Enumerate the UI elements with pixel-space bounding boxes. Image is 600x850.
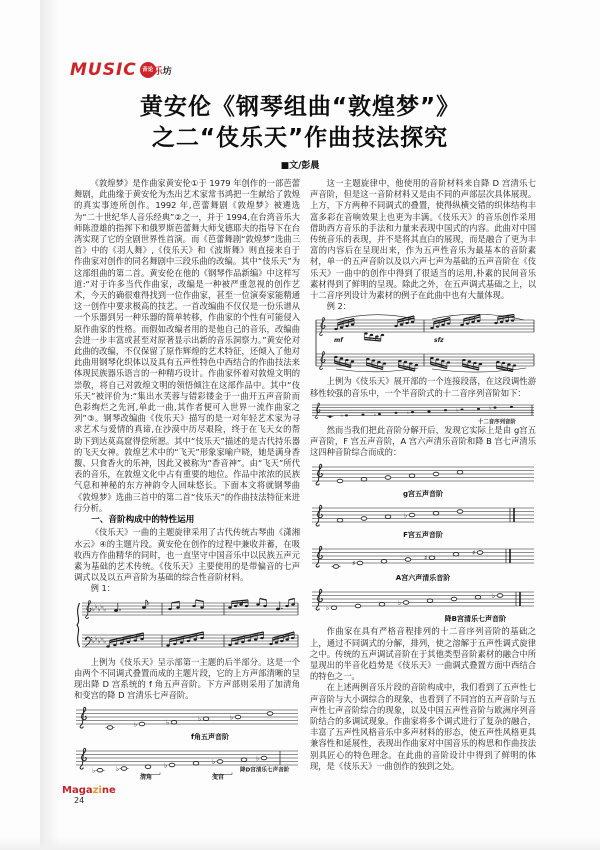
right-paragraph-2: 上例为《伎乐天》展开部的一个连接段落，在这段调性游移性较强的音乐中，一个半音阶式的十二音序列音阶如下： (310, 376, 536, 398)
svg-text:变宫: 变宫 (212, 774, 225, 781)
svg-text:降D宫清乐七声音阶: 降D宫清乐七声音阶 (240, 767, 290, 774)
right-column (310, 178, 536, 780)
svg-text:♭: ♭ (403, 511, 408, 520)
right-paragraph-3: 然而当我们把此音阶分解开后，发现它实际上是由 g宫五声音阶，F 宫五声音阶，A 宫六声清乐音阶和降 B 宫七声清乐这四种音阶综合而成的： (310, 424, 536, 458)
notation-bbgong-scale (310, 585, 536, 615)
caption-fjiao-scale: f角五声音阶 (190, 733, 230, 742)
svg-text:♭: ♭ (229, 713, 234, 722)
svg-text:♭: ♭ (115, 765, 120, 774)
two-column-body (74, 178, 536, 780)
svg-text:♭: ♭ (94, 635, 98, 642)
svg-text:♯: ♯ (471, 549, 476, 558)
svg-text:♭: ♭ (94, 603, 98, 610)
right-paragraph-5: 在上述两例音乐片段的音阶构成中，我们看到了五声性七声音阶与大小调综合的现象，也看到了不同宫的五声音阶与五声性七声音阶综合的现象，以及中国五声性音阶与欧洲序列音阶结合的多调试现象。作曲家将多个调式进行了复杂的融合，丰富了五声性风格音乐中多声材料的形态，使五声性风格更具兼容性和延展性，表现出作曲家对中国音乐的构思和作曲技法别具匠心的特色理念。在此曲的音阶设计中得到了鲜明的体现，是《伎乐天》一曲创作的独到之处。 (310, 682, 536, 771)
notation-example-2 (310, 314, 536, 376)
right-paragraph-1: 这一主题旋律中，他使用的音阶材料来自降 D 宫清乐七声音阶，但是这一音阶材料又是由不同的声部层次具体展现。上方，下方两种不同调式的叠置，使得纵横交错的织体结构丰富多彩在音响效果上也更为丰满。《伎乐天》的音乐创作采用借助西方音乐的手法和力量来表现中国式的内容。此曲对中国传统音乐的表现，并不是将其直白的展现，而是融合了更为丰富的内容后在呈现出来，作为五声性音乐为最基本的音阶素材，单一的五声音阶以及以六声七声为基础的五声音阶在《伎乐天》一曲中的创作中得到了很适当的运用,朴素的民间音乐素材得到了鲜明的呈现。除此之外，在五声调式基础之上，以十二音序列设计为素材的例子在此曲中也有大量体现。 (310, 178, 536, 301)
svg-text:♭: ♭ (489, 406, 492, 412)
svg-text:♭: ♭ (100, 603, 104, 610)
svg-text:♭: ♭ (456, 408, 459, 414)
logo-badge (140, 62, 172, 78)
svg-text:♭: ♭ (92, 638, 95, 645)
footer-magazine-part1: Maga (62, 785, 93, 796)
notation-example-1 (74, 597, 300, 657)
left-column (74, 178, 300, 780)
svg-text:十二音序列音阶: 十二音序列音阶 (478, 419, 516, 425)
svg-text:♭: ♭ (397, 599, 402, 608)
svg-text:♭: ♭ (491, 592, 496, 601)
svg-text:♯: ♯ (351, 559, 356, 568)
svg-text:♭: ♭ (406, 410, 410, 416)
footer-magazine-part3: ne (101, 785, 116, 796)
svg-text:♭: ♭ (100, 635, 104, 642)
example1-label: 例 1： (90, 583, 116, 594)
example2-label: 例 2： (326, 301, 352, 312)
left-paragraph-1: 《敦煌梦》是作曲家黄安伦①于 1979 年创作的一部芭蕾舞剧，此曲缘于黄安伦为杰出艺术家常书鸿把一生献给了敦煌的真实事迹所创作。1992 年,芭蕾舞剧《敦煌梦》被遴选为“二十世纪华人音乐经典”②之一，并于 1994,在台湾音乐大师陈澄雄的指挥下和俄罗斯芭蕾舞大师戈德耶夫的指导下在台湾实现了它的全剧世界性首演。而《芭蕾舞剧“敦煌梦”选曲三首》中的《羽人舞》,《伎乐天》和《波斯舞》则直接来自于作曲家对创作的同名舞剧中三段乐曲的改编。其中“伎乐天”为这部组曲的第二首。黄安伦在他的《钢琴作品新编》中这样写道:“对于许多当代作曲家，改编是一种被严重忽视的创作艺术，今天的确很难得找到一位作曲家，甚至一位演奏家能精通这一创作中要求极高的技艺。一首改编曲不仅仅是一份乐谱从一个乐器到另一种乐器的简单转移，作曲家的个性有可能侵入原作曲家的性格。而假如改编者用的是他自己的音乐，改编曲会进一步丰富或甚至对原著显示出新的音乐洞察力。”黄安伦对此曲的改编，不仅保留了原作辉煌的艺术特征，还倾入了他对此曲用钢琴化织体以及具有五声性特色中西结合的作曲技法来体现民族器乐语言的一种精巧设计。作曲家怀着对敦煌文明的崇敬，将自己对敦煌文明的领悟倾注在这部作品中。其中“伎乐天”被评价为:“集出水芙蓉与错彩镂金于一曲开五声音阶而色彩绚烂之先河,单此一曲,其作者便可入世界一流作曲家之列”③。钢琴改编曲《伎乐天》描写的是一对年轻艺术家为寻求艺术与爱情的真谛,在沙漠中历尽艰险，终于在飞天女的帮助下到达莫高窟得偿所愿。其中“伎乐天”描述的是古代持乐器的飞天女神。敦煌艺术中的“飞天”形象家喻户晓，她是满身香馥、只食香火的乐神，因此又被称为“香音神”。由“飞天”所代表的音乐，在敦煌文化中占有重要的地位。作品中浓浓的民族气息和神秘的东方神韵令人回味悠长。下面本文将就钢琴曲《敦煌梦》选曲三首中的第二首“伎乐天”的作曲技法特征来进行分析。 (74, 178, 300, 513)
notation-twelve-tone-row (310, 401, 536, 425)
article-title-line2: 之二“伎乐天”作曲技法探究 (151, 125, 449, 151)
caption-fgong-scale: F宫五声音阶 (403, 531, 443, 540)
svg-text:♭: ♭ (255, 754, 260, 763)
footer-magazine-wordmark (62, 786, 116, 796)
svg-text:♭: ♭ (163, 761, 168, 770)
svg-text:♭: ♭ (340, 414, 344, 420)
caption-agong-scale: A宫六声清乐音阶 (395, 574, 451, 583)
footer-magazine-part2: zi (92, 785, 102, 796)
notation-ggong-scale (310, 460, 536, 490)
svg-text:♭: ♭ (91, 767, 96, 776)
page-bottom-shading (0, 836, 600, 850)
logo-badge-circle: 音论 (140, 62, 156, 78)
svg-text:sfz: sfz (434, 337, 444, 345)
svg-text:♯: ♯ (423, 554, 428, 563)
section-heading-1: 一、音阶构成中的特性运用 (91, 515, 195, 526)
svg-text:♭: ♭ (92, 606, 95, 613)
svg-text:mf: mf (334, 337, 343, 345)
svg-text:♭: ♭ (165, 719, 170, 728)
left-paragraph-2: 《伎乐天》一曲的主题旋律采用了古代传统古琴曲《潇湘水云》④的主题片段。黄安伦在创作的过程中兼收并蓄，在吸收西方作曲精华的同时，也一直坚守中国音乐中以民族五声元素为基础的艺术传统。《伎乐天》主要使用的是带偏音的七声调式以及以五声音阶为基础的综合性音阶材料。 (74, 527, 300, 583)
svg-text:♭: ♭ (325, 604, 330, 613)
caption-bbgong-scale: 降B宫清乐七声音阶 (444, 615, 506, 624)
article-title (60, 92, 540, 154)
svg-text:♭: ♭ (97, 606, 101, 613)
svg-text:♭: ♭ (103, 606, 106, 613)
notation-fjiao-scale (74, 703, 300, 733)
caption-ggong-scale: g宫五声音阶 (402, 490, 443, 499)
article-title-line1: 黄安伦《钢琴组曲“敦煌梦”》 (139, 94, 461, 120)
notation-dbgong-scale (74, 744, 300, 780)
page-footer (62, 786, 116, 806)
svg-text:♭: ♭ (103, 638, 106, 645)
left-paragraph-3: 上例为《伎乐天》呈示部第一主题的后半部分。这是一个由两个不同调式叠置而成的主题片段，它的上方声部清晰的呈现出降 D 宫系统的 f 角五声音阶。下方声部则采用了加清角和变宫的降 D 宫清乐七声音阶。 (74, 656, 300, 701)
logo-badge-accent: 乐 (153, 66, 163, 77)
page-left-shading (40, 0, 60, 850)
svg-text:♭: ♭ (133, 720, 138, 729)
svg-text:♭: ♭ (197, 715, 202, 724)
article-byline: ■文/彭晨 (280, 161, 320, 171)
logo-badge-tail: 坊 (162, 66, 172, 77)
magazine-logo (70, 60, 172, 80)
logo-music-text: MUSIC (70, 60, 137, 80)
footer-page-number: 24 (74, 796, 85, 805)
svg-text:♭: ♭ (211, 758, 216, 767)
svg-text:♭: ♭ (97, 638, 101, 645)
notation-agong-scale (310, 542, 536, 574)
svg-text:清角: 清角 (140, 774, 153, 781)
svg-text:♭: ♭ (373, 412, 377, 418)
notation-fgong-scale (310, 501, 536, 531)
right-paragraph-4: 作曲家在具有严格音程排列的十二音序列音阶的基础之上，通过不同调式的分解，排列，使之溶解于五声性调式旋律之中。传统的五声调试音阶在于其他类型音阶素材的融合中所显现出的半音化趋势是《伎乐天》一曲调式叠置方面中西结合的特色之一。 (310, 626, 536, 682)
